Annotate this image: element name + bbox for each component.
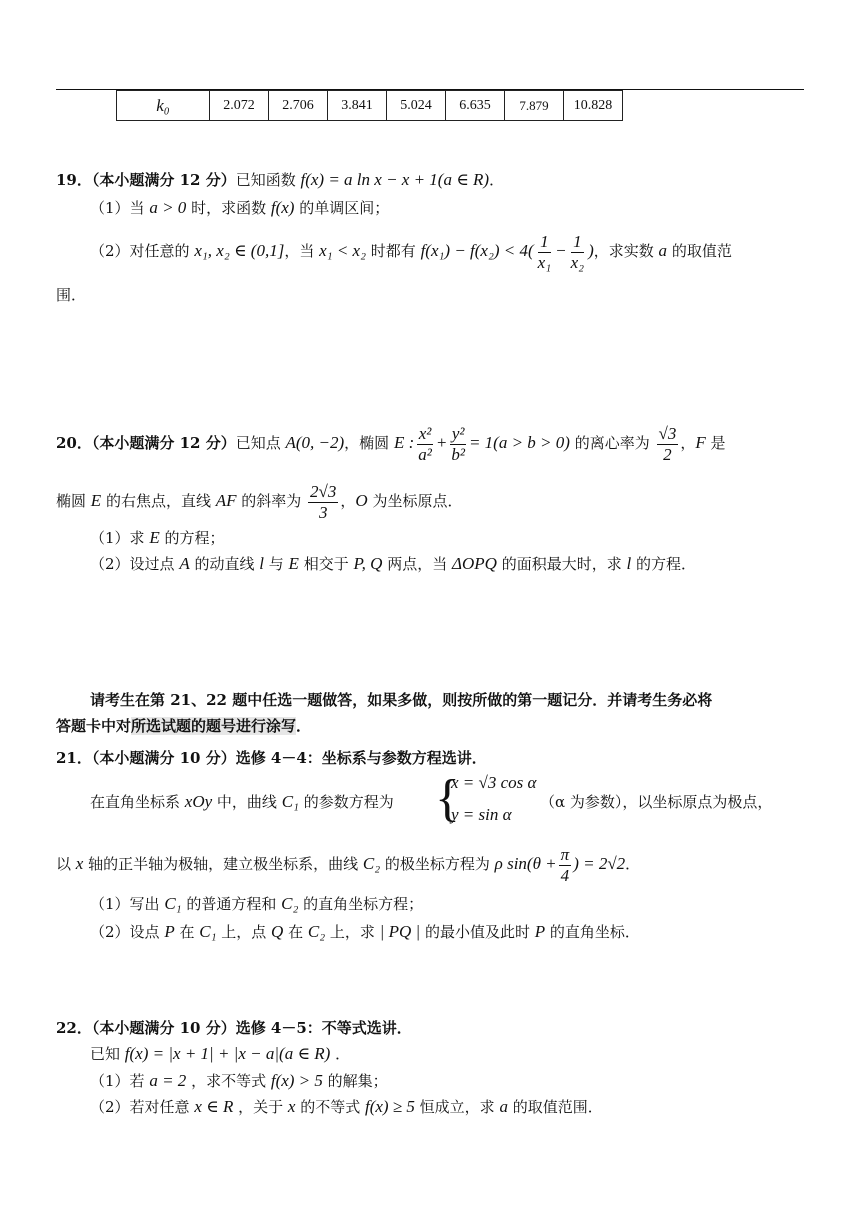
- q19-part1: （1）当 a > 0 时，求函数 f(x) 的单调区间；: [90, 198, 390, 217]
- brace-symbol: {: [435, 770, 460, 827]
- fraction: $\frac{1}{\text{x₁}}$: [537, 231, 552, 272]
- table-cell: 7.879: [505, 91, 564, 121]
- table-label-cell: k₀: [117, 91, 210, 121]
- table-cell: 2.072: [210, 91, 269, 121]
- q22-stem: 22．（本小题满分 10 分）选修 4－5：不等式选讲．: [56, 1019, 412, 1037]
- fraction: $\frac{\pi}{4}$: [560, 844, 570, 885]
- q20-stem-cont: 椭圆 E 的右焦点，直线 AF 的斜率为 $\frac{2√3}{3}$ ，O 为坐标原点．: [56, 481, 463, 522]
- q20-heading: 20．（本小题满分 12 分）: [56, 434, 236, 452]
- q21-heading: 21．（本小题满分 10 分）: [56, 749, 236, 767]
- fraction: $\frac{2√3}{3}$: [310, 481, 337, 522]
- fraction: $\frac{\text{y²}}{\text{b²}}$: [451, 423, 465, 464]
- critical-value-table: [116, 90, 623, 121]
- q20-part2: （2）设过点 A 的动直线 l 与 E 相交于 P, Q 两点，当 ΔOPQ 的面积最大时，求 l 的方程．: [90, 554, 696, 573]
- table-cell: 2.706: [269, 91, 328, 121]
- q21-line1: 在直角坐标系 xOy 中，曲线 C₁ 的参数方程为: [90, 792, 394, 811]
- q21-part2: （2）设点 P 在 C₁ 上，点 Q 在 C₂ 上，求 | PQ | 的最小值及此时 P 的直角坐标．: [90, 922, 640, 941]
- q21-line1-cont: （α 为参数），以坐标原点为极点，: [540, 793, 773, 811]
- table-cell: 6.635: [446, 91, 505, 121]
- q19-function: f(x) = a ln x − x + 1(a ∈ R): [300, 170, 490, 189]
- q21-line2: 以 x 轴的正半轴为极轴，建立极坐标系，曲线 C₂ 的极坐标方程为 ρ sin(θ + $\frac{\pi}{4}$ ) = 2√2．: [56, 844, 641, 885]
- q19-stem: 19．（本小题满分 12 分）已知函数 f(x) = a ln x − x + 1(a ∈ R)．: [56, 170, 505, 189]
- table-cell: 5.024: [387, 91, 446, 121]
- table-cell: 10.828: [564, 91, 623, 121]
- q22-heading: 22．（本小题满分 10 分）: [56, 1019, 236, 1037]
- fraction: $\frac{1}{\text{x₂}}$: [570, 231, 585, 272]
- highlighted-text: 所选试题的题号进行涂写: [131, 717, 297, 735]
- parametric-eq-x: x = √3 cos α: [451, 773, 537, 792]
- fraction: $\frac{√3}{2}$: [658, 423, 677, 464]
- q19-wrap: 围．: [56, 286, 87, 304]
- q19-heading: 19．（本小题满分 12 分）: [56, 171, 236, 189]
- fraction: $\frac{\text{x²}}{\text{a²}}$: [418, 423, 432, 464]
- q20-stem: 20．（本小题满分 12 分）已知点 A(0, −2)，椭圆 E : $\frac{\text{x²}}{\text{a²}}$ + $\frac{\text{y²}}{\text{b²}}$ = 1(a > b > 0) 的离心率为 $\frac{√3}{2}$ ，F 是: [56, 423, 726, 464]
- parametric-eq-y: y = sin α: [451, 805, 512, 824]
- q22-line1: 已知 f(x) = |x + 1| + |x − a|(a ∈ R) ．: [90, 1044, 351, 1063]
- notice-line-1: 请考生在第 21、22 题中任选一题做答，如果多做，则按所做的第一题记分．并请考生务必将: [90, 691, 713, 709]
- table-row: [117, 91, 623, 121]
- q21-stem: 21．（本小题满分 10 分）选修 4－4：坐标系与参数方程选讲．: [56, 749, 487, 767]
- q20-part1: （1）求 E 的方程；: [90, 528, 225, 547]
- q21-part1: （1）写出 C₁ 的普通方程和 C₂ 的直角坐标方程；: [90, 894, 424, 913]
- table-cell: 3.841: [328, 91, 387, 121]
- q22-part1: （1）若 a = 2 ，求不等式 f(x) > 5 的解集；: [90, 1071, 388, 1090]
- q19-part2: （2）对任意的 x₁, x₂ ∈ (0,1]，当 x₁ < x₂ 时都有 f(x₁) − f(x₂) < 4( $\frac{1}{\text{x₁}}$ − $\frac{1}{\text{x₂}}$ )，求实数 a 的取值范: [90, 231, 732, 272]
- q22-part2: （2）若对任意 x ∈ R ，关于 x 的不等式 f(x) ≥ 5 恒成立，求 a 的取值范围．: [90, 1097, 603, 1116]
- notice-line-2: 答题卡中对所选试题的题号进行涂写．: [56, 717, 312, 735]
